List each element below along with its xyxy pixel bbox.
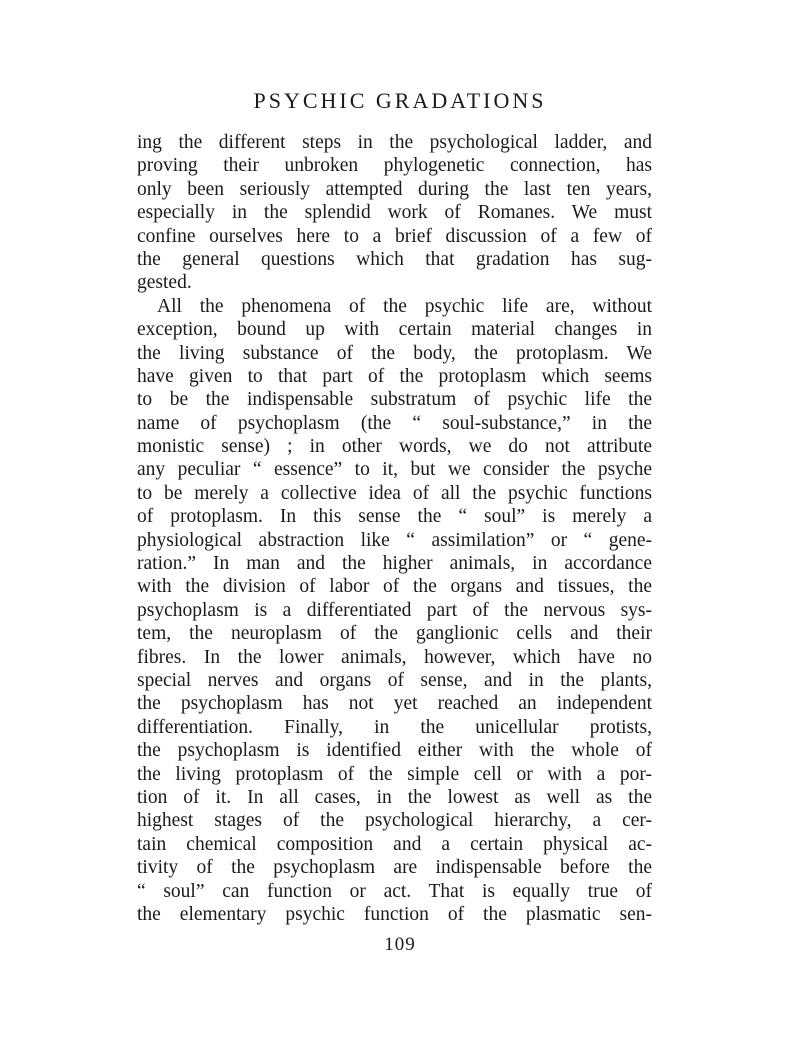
- text-line: to be merely a collective idea of all the psychic functions: [137, 482, 652, 504]
- text-line: any peculiar “ essence” to it, but we consider the psyche: [137, 459, 652, 481]
- text-line: of protoplasm. In this sense the “ soul” is merely a: [137, 506, 652, 528]
- text-line: the psychoplasm is identified either with the whole of: [137, 740, 652, 762]
- text-line: differentiation. Finally, in the unicellular protists,: [137, 716, 652, 738]
- text-line: to be the indispensable substratum of psychic life the: [137, 389, 652, 411]
- body-text: [137, 131, 652, 926]
- text-line: tain chemical composition and a certain physical ac-: [137, 833, 652, 855]
- text-line: gested.: [137, 272, 192, 294]
- text-line: ration.” In man and the higher animals, in accordance: [137, 553, 652, 575]
- text-line: physiological abstraction like “ assimilation” or “ gene-: [137, 529, 652, 551]
- text-line: psychoplasm is a differentiated part of the nervous sys-: [137, 599, 652, 621]
- text-line: the general questions which that gradation has sug-: [137, 248, 652, 270]
- text-line: only been seriously attempted during the last ten years,: [137, 178, 652, 200]
- running-title: PSYCHIC GRADATIONS: [253, 88, 547, 113]
- text-line: highest stages of the psychological hierarchy, a cer-: [137, 810, 652, 832]
- text-line: tion of it. In all cases, in the lowest as well as the: [137, 786, 652, 808]
- text-line: the elementary psychic function of the plasmatic sen-: [137, 903, 652, 925]
- text-line: tem, the neuroplasm of the ganglionic cells and their: [137, 623, 652, 645]
- text-line: confine ourselves here to a brief discussion of a few of: [137, 225, 652, 247]
- paragraph-start-line: All the phenomena of the psychic life are, without: [157, 295, 652, 317]
- text-line: name of psychoplasm (the “ soul-substance,” in the: [137, 412, 652, 434]
- text-line: tivity of the psychoplasm are indispensable before the: [137, 857, 652, 879]
- text-line: especially in the splendid work of Romanes. We must: [137, 202, 652, 224]
- page-number: 109: [384, 934, 416, 955]
- text-line: the psychoplasm has not yet reached an independent: [137, 693, 652, 715]
- text-line: the living substance of the body, the protoplasm. We: [137, 342, 652, 364]
- text-line: “ soul” can function or act. That is equally true of: [137, 880, 652, 902]
- text-line: fibres. In the lower animals, however, which have no: [137, 646, 652, 668]
- text-line: proving their unbroken phylogenetic connection, has: [137, 155, 652, 177]
- text-line: have given to that part of the protoplasm which seems: [137, 365, 652, 387]
- text-line: the living protoplasm of the simple cell or with a por-: [137, 763, 652, 785]
- text-line: with the division of labor of the organs and tissues, the: [137, 576, 652, 598]
- text-line: exception, bound up with certain material changes in: [137, 319, 652, 341]
- text-line: ing the different steps in the psychological ladder, and: [137, 132, 652, 153]
- text-line: monistic sense) ; in other words, we do not attribute: [137, 436, 652, 458]
- text-line: special nerves and organs of sense, and in the plants,: [137, 669, 652, 691]
